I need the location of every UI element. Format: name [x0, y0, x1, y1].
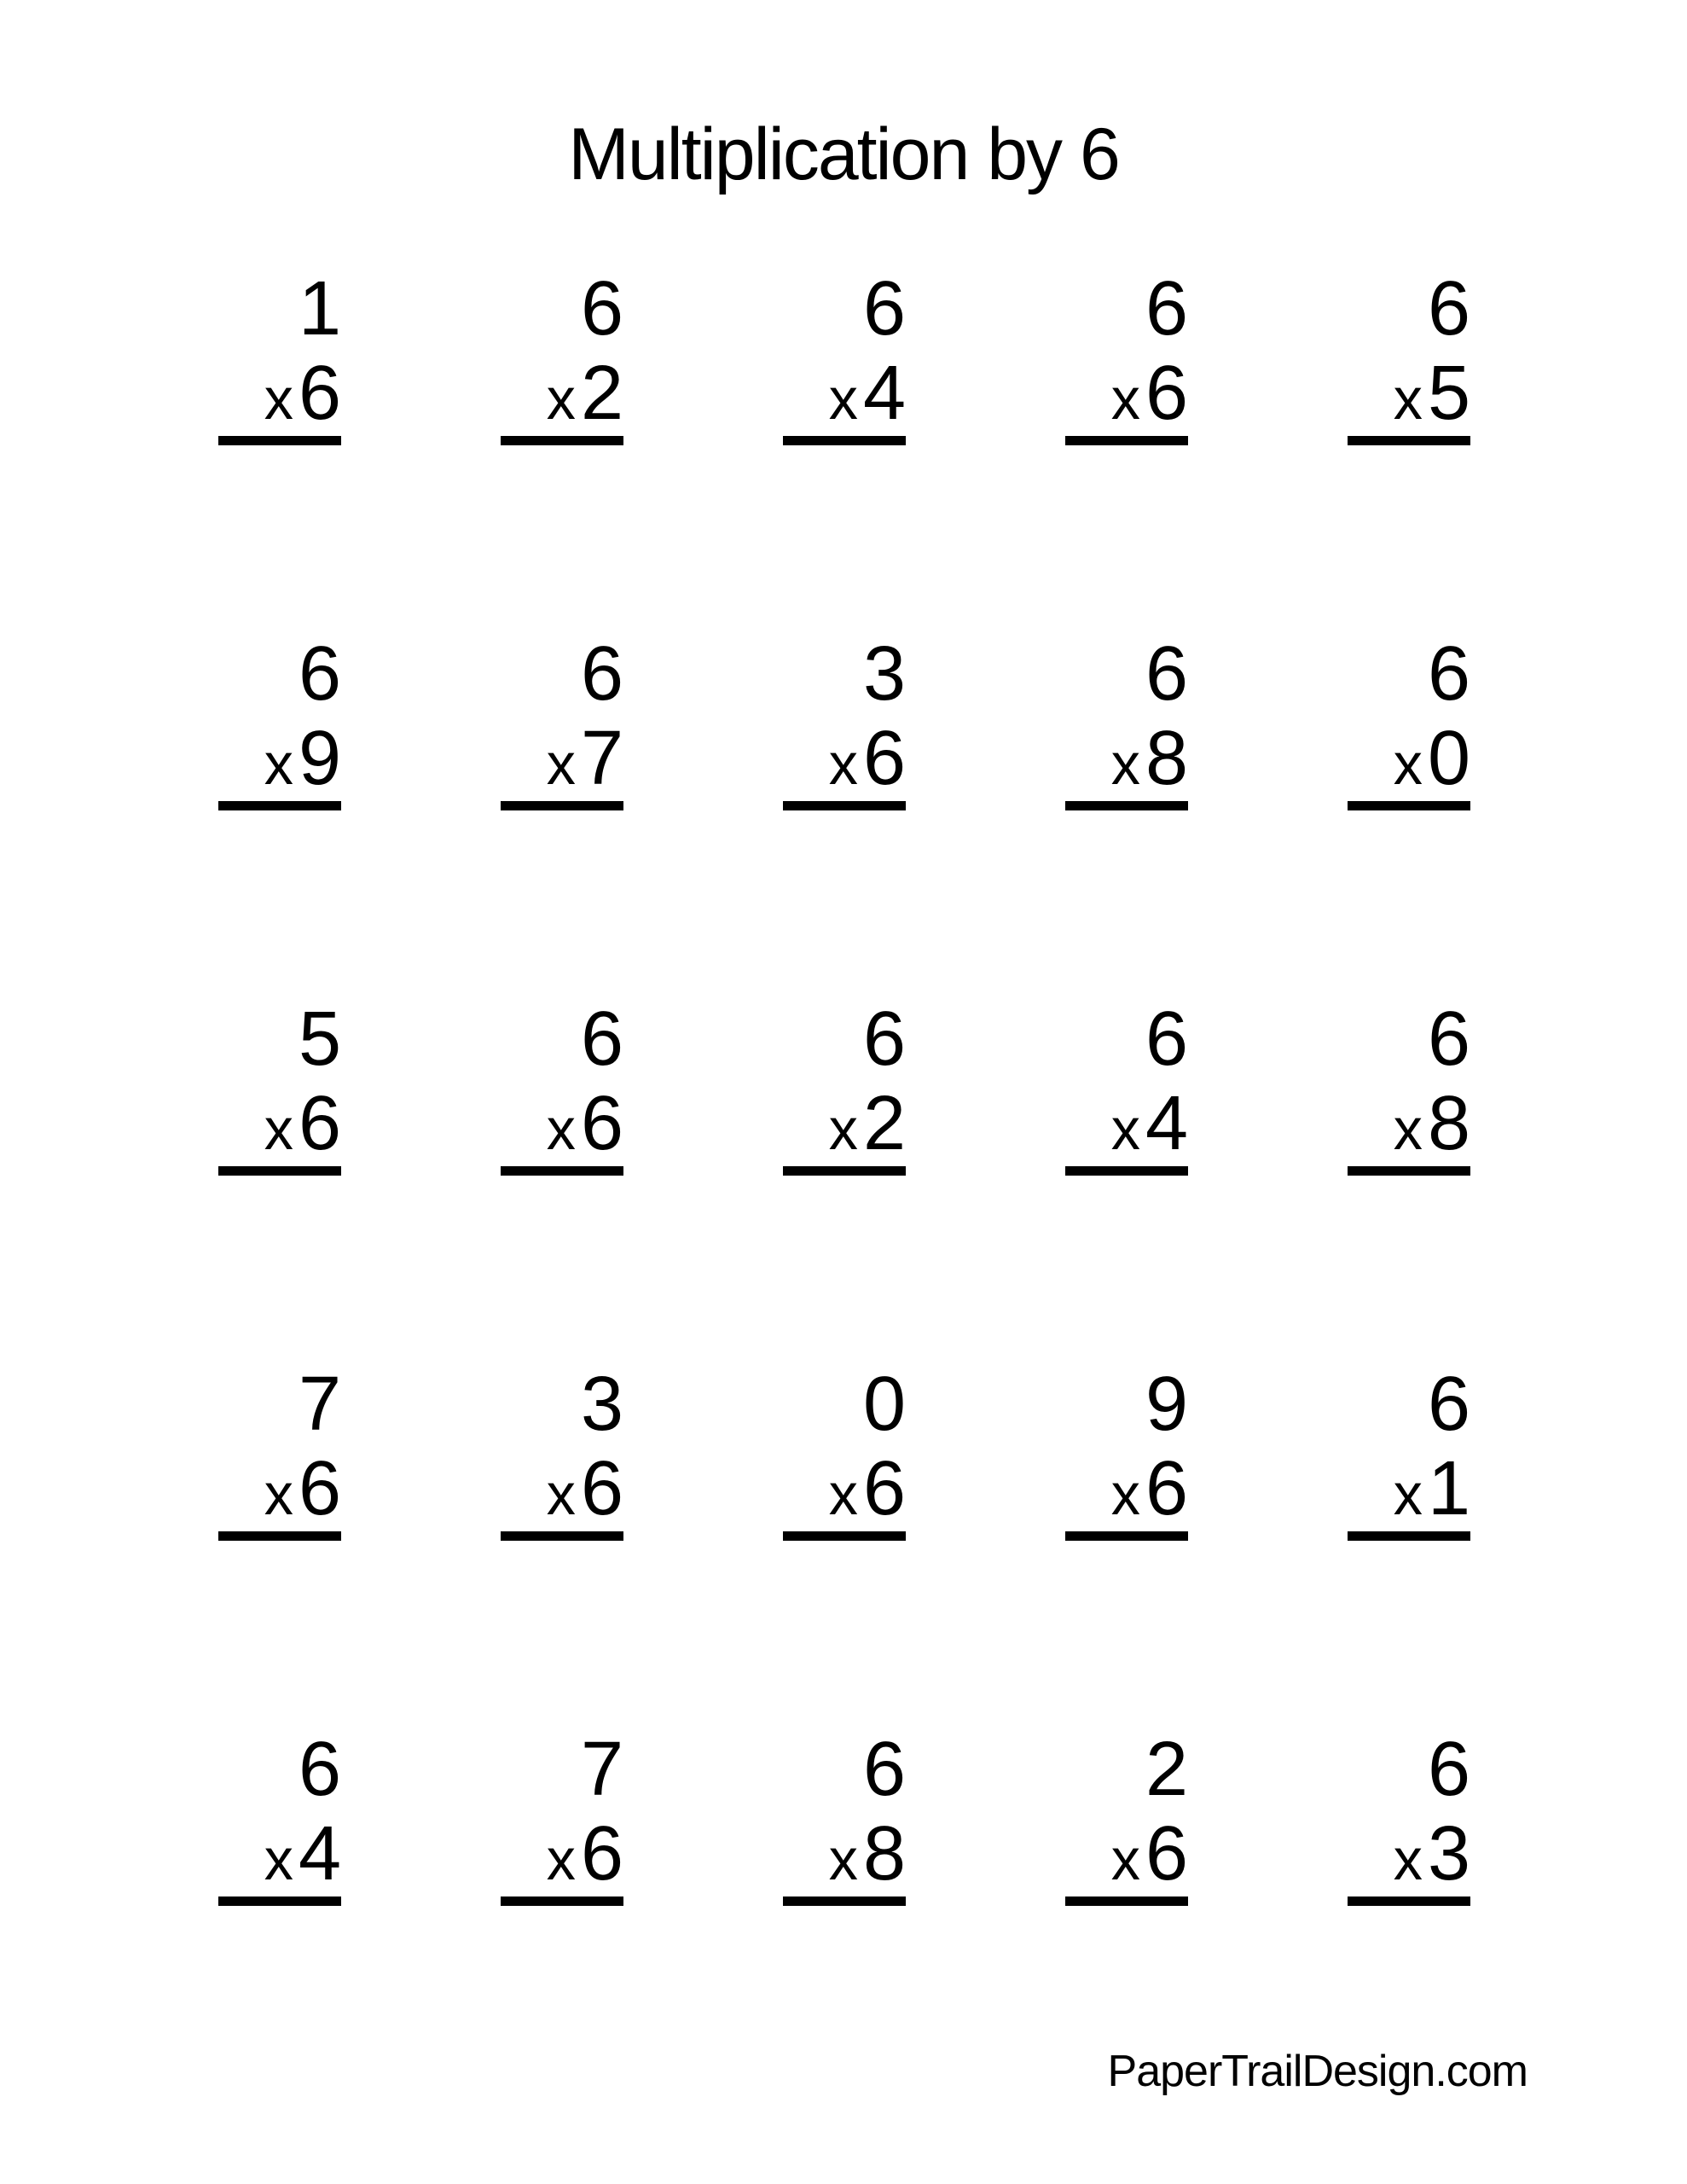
problem-cell — [906, 80, 1188, 445]
problem — [1065, 267, 1188, 445]
problem-cell — [1188, 445, 1470, 810]
multiplier-row — [218, 1447, 341, 1531]
multiplier-row — [1348, 1447, 1470, 1531]
multiplicand: 6 — [862, 996, 906, 1082]
multiplier-row — [501, 717, 623, 801]
multiplier: 4 — [1145, 1081, 1188, 1166]
multiplicand: 6 — [862, 1727, 906, 1812]
multiplicand: 6 — [1145, 996, 1188, 1082]
multiply-sign: x — [1110, 1097, 1140, 1162]
problem-cell — [341, 80, 623, 445]
multiplier: 0 — [1427, 716, 1470, 801]
problem — [1065, 1362, 1188, 1541]
multiply-sign: x — [1110, 732, 1140, 797]
problem — [783, 997, 906, 1176]
multiply-sign: x — [1393, 1097, 1423, 1162]
multiply-sign: x — [546, 367, 576, 432]
multiply-sign: x — [546, 1462, 576, 1527]
multiplicand: 1 — [298, 266, 341, 351]
problem — [1065, 997, 1188, 1176]
multiply-sign: x — [1393, 1827, 1423, 1892]
multiplicand: 6 — [1427, 996, 1470, 1082]
problem — [783, 267, 906, 445]
multiplicand: 6 — [1427, 1727, 1470, 1812]
multiplier: 6 — [298, 1446, 341, 1531]
multiplicand: 7 — [580, 1727, 623, 1812]
multiplier-row — [1065, 1447, 1188, 1531]
multiplier: 6 — [580, 1446, 623, 1531]
multiplier-row — [783, 717, 906, 801]
problem-cell — [1188, 1541, 1470, 1906]
problem — [783, 1362, 906, 1541]
multiply-sign: x — [264, 1462, 293, 1527]
multiply-sign: x — [264, 367, 293, 432]
multiplier-row — [783, 1447, 906, 1531]
multiplicand: 9 — [1145, 1362, 1188, 1447]
multiplier: 6 — [1145, 1811, 1188, 1896]
multiplier-row — [1348, 717, 1470, 801]
multiplier: 2 — [862, 1081, 906, 1166]
problem-cell — [623, 810, 906, 1176]
problem-cell — [1188, 1176, 1470, 1541]
problem — [501, 1728, 623, 1906]
multiplicand: 6 — [1427, 266, 1470, 351]
footer-credit: PaperTrailDesign.com — [1107, 2047, 1528, 2096]
multiplier-row — [1065, 1082, 1188, 1166]
multiply-sign: x — [1110, 367, 1140, 432]
problem — [1348, 997, 1470, 1176]
multiply-sign: x — [264, 732, 293, 797]
multiplier-row — [501, 1082, 623, 1166]
multiplicand: 6 — [1145, 266, 1188, 351]
problem — [1348, 267, 1470, 445]
multiplicand: 6 — [298, 1727, 341, 1812]
problem-cell — [59, 1541, 341, 1906]
multiply-sign: x — [828, 732, 858, 797]
problem-cell — [623, 1541, 906, 1906]
problem-cell — [906, 810, 1188, 1176]
problem-cell — [341, 1541, 623, 1906]
multiplier: 5 — [1427, 351, 1470, 436]
multiply-sign: x — [546, 1827, 576, 1892]
problem-cell — [906, 1176, 1188, 1541]
multiply-sign: x — [828, 367, 858, 432]
multiplier: 6 — [862, 716, 906, 801]
multiplier-row — [501, 1812, 623, 1896]
multiplier: 1 — [1427, 1446, 1470, 1531]
problem-cell — [341, 810, 623, 1176]
multiplicand: 6 — [1427, 631, 1470, 717]
problem — [1348, 1362, 1470, 1541]
problem-cell — [906, 1541, 1188, 1906]
multiplier-row — [1065, 1812, 1188, 1896]
multiplier-row — [1065, 351, 1188, 436]
problem — [218, 997, 341, 1176]
multiplier-row — [783, 351, 906, 436]
multiply-sign: x — [1393, 732, 1423, 797]
multiplier: 4 — [862, 351, 906, 436]
problem — [1348, 1728, 1470, 1906]
problem-cell — [341, 1176, 623, 1541]
multiplicand: 6 — [1145, 631, 1188, 717]
multiply-sign: x — [1393, 1462, 1423, 1527]
multiplier-row — [218, 1812, 341, 1896]
problem-cell — [59, 80, 341, 445]
multiplier-row — [1348, 1082, 1470, 1166]
multiplier-row — [1065, 717, 1188, 801]
multiply-sign: x — [1110, 1462, 1140, 1527]
problem — [1065, 1728, 1188, 1906]
multiply-sign: x — [828, 1462, 858, 1527]
problem-cell — [341, 445, 623, 810]
problem — [501, 267, 623, 445]
problem-cell — [623, 1176, 906, 1541]
problem — [218, 1362, 341, 1541]
multiplicand: 3 — [580, 1362, 623, 1447]
problem — [1065, 632, 1188, 810]
multiplier: 6 — [298, 351, 341, 436]
multiplier: 6 — [298, 1081, 341, 1166]
multiplier-row — [1348, 351, 1470, 436]
problem-cell — [59, 445, 341, 810]
problem — [501, 632, 623, 810]
problem — [218, 632, 341, 810]
multiply-sign: x — [546, 1097, 576, 1162]
multiplier-row — [501, 1447, 623, 1531]
multiply-sign: x — [828, 1827, 858, 1892]
multiplier: 8 — [1427, 1081, 1470, 1166]
multiply-sign: x — [1393, 367, 1423, 432]
multiply-sign: x — [1110, 1827, 1140, 1892]
multiplicand: 6 — [580, 631, 623, 717]
multiplicand: 7 — [298, 1362, 341, 1447]
problem-cell — [906, 445, 1188, 810]
problem-cell — [623, 80, 906, 445]
problem-cell — [623, 445, 906, 810]
multiplier: 2 — [580, 351, 623, 436]
worksheet-title: Multiplication by 6 — [568, 113, 1119, 195]
multiplier: 6 — [862, 1446, 906, 1531]
multiplicand: 6 — [580, 266, 623, 351]
multiplier: 6 — [580, 1811, 623, 1896]
problem — [501, 997, 623, 1176]
multiply-sign: x — [828, 1097, 858, 1162]
multiplier: 8 — [1145, 716, 1188, 801]
multiplier: 3 — [1427, 1811, 1470, 1896]
problems-grid — [59, 80, 1470, 1906]
multiplicand: 6 — [580, 996, 623, 1082]
multiplier: 6 — [1145, 1446, 1188, 1531]
multiplier-row — [1348, 1812, 1470, 1896]
multiplier-row — [218, 717, 341, 801]
multiply-sign: x — [546, 732, 576, 797]
multiplier: 4 — [298, 1811, 341, 1896]
multiplier-row — [501, 351, 623, 436]
multiply-sign: x — [264, 1097, 293, 1162]
problem-cell — [1188, 810, 1470, 1176]
problem-cell — [1188, 80, 1470, 445]
multiplicand: 3 — [862, 631, 906, 717]
multiplier: 6 — [1145, 351, 1188, 436]
problem — [783, 1728, 906, 1906]
multiplicand: 5 — [298, 996, 341, 1082]
problem — [501, 1362, 623, 1541]
problem — [783, 632, 906, 810]
multiplier: 8 — [862, 1811, 906, 1896]
problem — [218, 1728, 341, 1906]
multiplicand: 6 — [862, 266, 906, 351]
multiplicand: 6 — [1427, 1362, 1470, 1447]
multiplier-row — [218, 1082, 341, 1166]
multiplicand: 2 — [1145, 1727, 1188, 1812]
multiplier-row — [783, 1082, 906, 1166]
multiply-sign: x — [264, 1827, 293, 1892]
multiplier-row — [783, 1812, 906, 1896]
problem — [218, 267, 341, 445]
multiplier: 9 — [298, 716, 341, 801]
problem — [1348, 632, 1470, 810]
multiplier: 7 — [580, 716, 623, 801]
multiplicand: 0 — [862, 1362, 906, 1447]
multiplier-row — [218, 351, 341, 436]
problem-cell — [59, 810, 341, 1176]
multiplicand: 6 — [298, 631, 341, 717]
problem-cell — [59, 1176, 341, 1541]
multiplier: 6 — [580, 1081, 623, 1166]
